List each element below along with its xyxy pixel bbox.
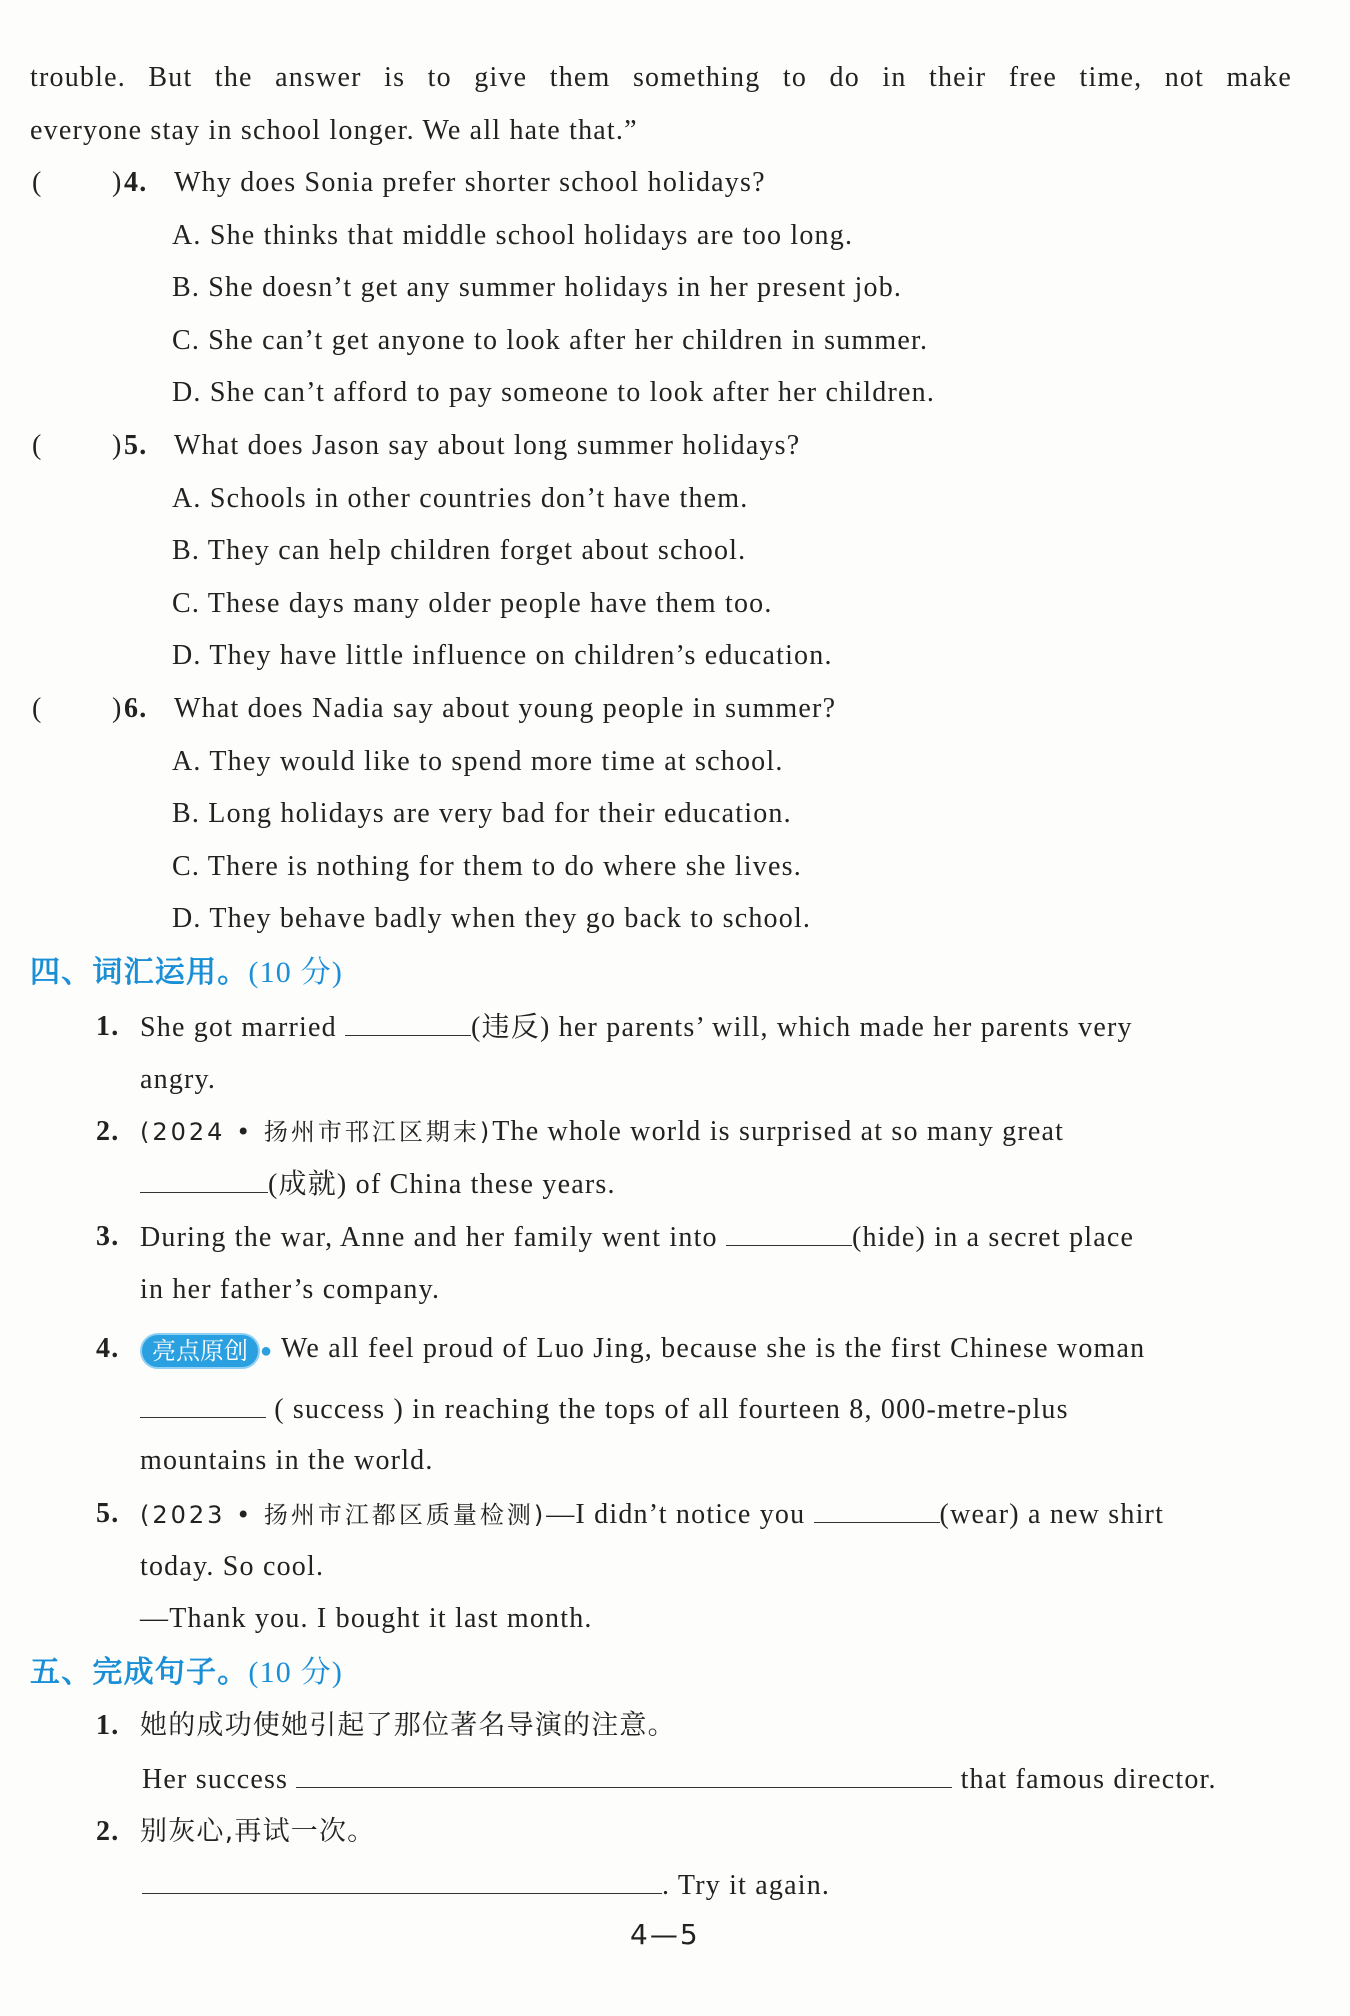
- fill-in-line: [140, 1391, 1069, 1428]
- passage-line-1: trouble. But the answer is to give them something to do in their free time, not make: [30, 62, 1292, 93]
- item-text: (成就) of China these years.: [268, 1169, 616, 1200]
- option-d: D. She can’t afford to pay someone to look after her children.: [172, 377, 936, 408]
- chinese-prompt: 别灰心,再试一次。: [140, 1816, 376, 1847]
- item-continuation: mountains in the world.: [140, 1445, 434, 1476]
- item-continuation: in her father’s company.: [140, 1274, 441, 1305]
- item-number: 5.: [96, 1498, 120, 1529]
- answer-bracket-open: (: [32, 693, 43, 724]
- item-text: The whole world is surprised at so many great: [492, 1116, 1065, 1147]
- item-number: 3.: [96, 1221, 120, 1252]
- option-c: C. She can’t get anyone to look after her children in summer.: [172, 325, 929, 356]
- option-b: B. She doesn’t get any summer holidays in her present job.: [172, 272, 903, 303]
- question-number: 6.: [124, 693, 148, 724]
- item-text: We all feel proud of Luo Jing, because she is the first Chinese woman: [280, 1333, 1146, 1364]
- section-heading-vocabulary: [30, 955, 343, 991]
- answer-blank[interactable]: [140, 1166, 268, 1193]
- item-text: Her success: [142, 1764, 289, 1795]
- item-text: . Try it again.: [662, 1870, 831, 1901]
- fill-in-line: [140, 1496, 1164, 1533]
- item-number: 1.: [96, 1710, 120, 1741]
- section-title: 五、完成句子。: [30, 1655, 249, 1690]
- answer-bracket-open: (: [32, 430, 43, 461]
- question-stem: What does Jason say about long summer holidays?: [174, 430, 801, 461]
- answer-bracket-close: ): [112, 693, 123, 724]
- fill-in-line: [142, 1761, 1217, 1798]
- question-number: 4.: [124, 167, 148, 198]
- item-text: (hide) in a secret place: [851, 1222, 1135, 1253]
- option-a: A. They would like to spend more time at school.: [172, 746, 784, 777]
- item-text: that famous director.: [960, 1764, 1217, 1795]
- answer-blank[interactable]: [345, 1009, 471, 1036]
- answer-bracket-close: ): [112, 430, 123, 461]
- item-text: During the war, Anne and her family went into: [140, 1222, 718, 1253]
- question-stem: Why does Sonia prefer shorter school holidays?: [174, 167, 766, 198]
- item-text: (wear) a new shirt: [939, 1499, 1165, 1530]
- answer-blank[interactable]: [726, 1219, 852, 1246]
- option-a: A. Schools in other countries don’t have them.: [172, 483, 749, 514]
- section-points: (10 分): [248, 1656, 344, 1689]
- fill-in-line: [140, 1166, 616, 1203]
- passage-line-2: everyone stay in school longer. We all hate that.”: [30, 115, 638, 146]
- item-text: She got married: [140, 1012, 337, 1043]
- item-continuation: angry.: [140, 1064, 217, 1095]
- option-d: D. They behave badly when they go back to school.: [172, 903, 812, 934]
- section-heading-complete-sentences: [30, 1655, 343, 1691]
- answer-bracket-open: (: [32, 167, 43, 198]
- source-note: (2024 • 扬州市邗江区期末): [140, 1118, 493, 1146]
- page-number: 4—5: [630, 1918, 700, 1951]
- source-note: (2023 • 扬州市江都区质量检测): [140, 1501, 547, 1529]
- item-text: —I didn’t notice you: [546, 1499, 806, 1530]
- option-a: A. She thinks that middle school holidays are too long.: [172, 220, 854, 251]
- original-highlight-badge: 亮点原创: [140, 1333, 260, 1369]
- question-stem: What does Nadia say about young people in summer?: [174, 693, 837, 724]
- answer-blank[interactable]: [140, 1391, 266, 1418]
- fill-in-line: [140, 1114, 1064, 1150]
- option-b: B. Long holidays are very bad for their education.: [172, 798, 792, 829]
- dialogue-reply: —Thank you. I bought it last month.: [140, 1603, 593, 1634]
- option-c: C. These days many older people have them too.: [172, 588, 773, 619]
- item-text: ( success ) in reaching the tops of all fourteen 8, 000-metre-plus: [274, 1394, 1069, 1425]
- answer-blank[interactable]: [142, 1867, 662, 1894]
- option-b: B. They can help children forget about school.: [172, 535, 747, 566]
- item-text: (违反) her parents’ will, which made her parents very: [471, 1012, 1133, 1043]
- option-d: D. They have little influence on children’s education.: [172, 640, 833, 671]
- question-number: 5.: [124, 430, 148, 461]
- fill-in-line: [140, 1331, 1145, 1369]
- fill-in-line: [140, 1009, 1133, 1046]
- option-c: C. There is nothing for them to do where she lives.: [172, 851, 802, 882]
- bullet-dot-icon: ●: [260, 1340, 274, 1362]
- item-continuation: today. So cool.: [140, 1551, 325, 1582]
- answer-blank[interactable]: [296, 1761, 952, 1788]
- section-title: 四、词汇运用。: [30, 955, 249, 990]
- item-number: 4.: [96, 1333, 120, 1364]
- chinese-prompt: 她的成功使她引起了那位著名导演的注意。: [140, 1710, 676, 1741]
- item-number: 2.: [96, 1816, 120, 1847]
- answer-bracket-close: ): [112, 167, 123, 198]
- item-number: 2.: [96, 1116, 120, 1147]
- item-number: 1.: [96, 1011, 120, 1042]
- section-points: (10 分): [248, 956, 344, 989]
- fill-in-line: [142, 1867, 830, 1904]
- answer-blank[interactable]: [814, 1496, 940, 1523]
- fill-in-line: [140, 1219, 1134, 1256]
